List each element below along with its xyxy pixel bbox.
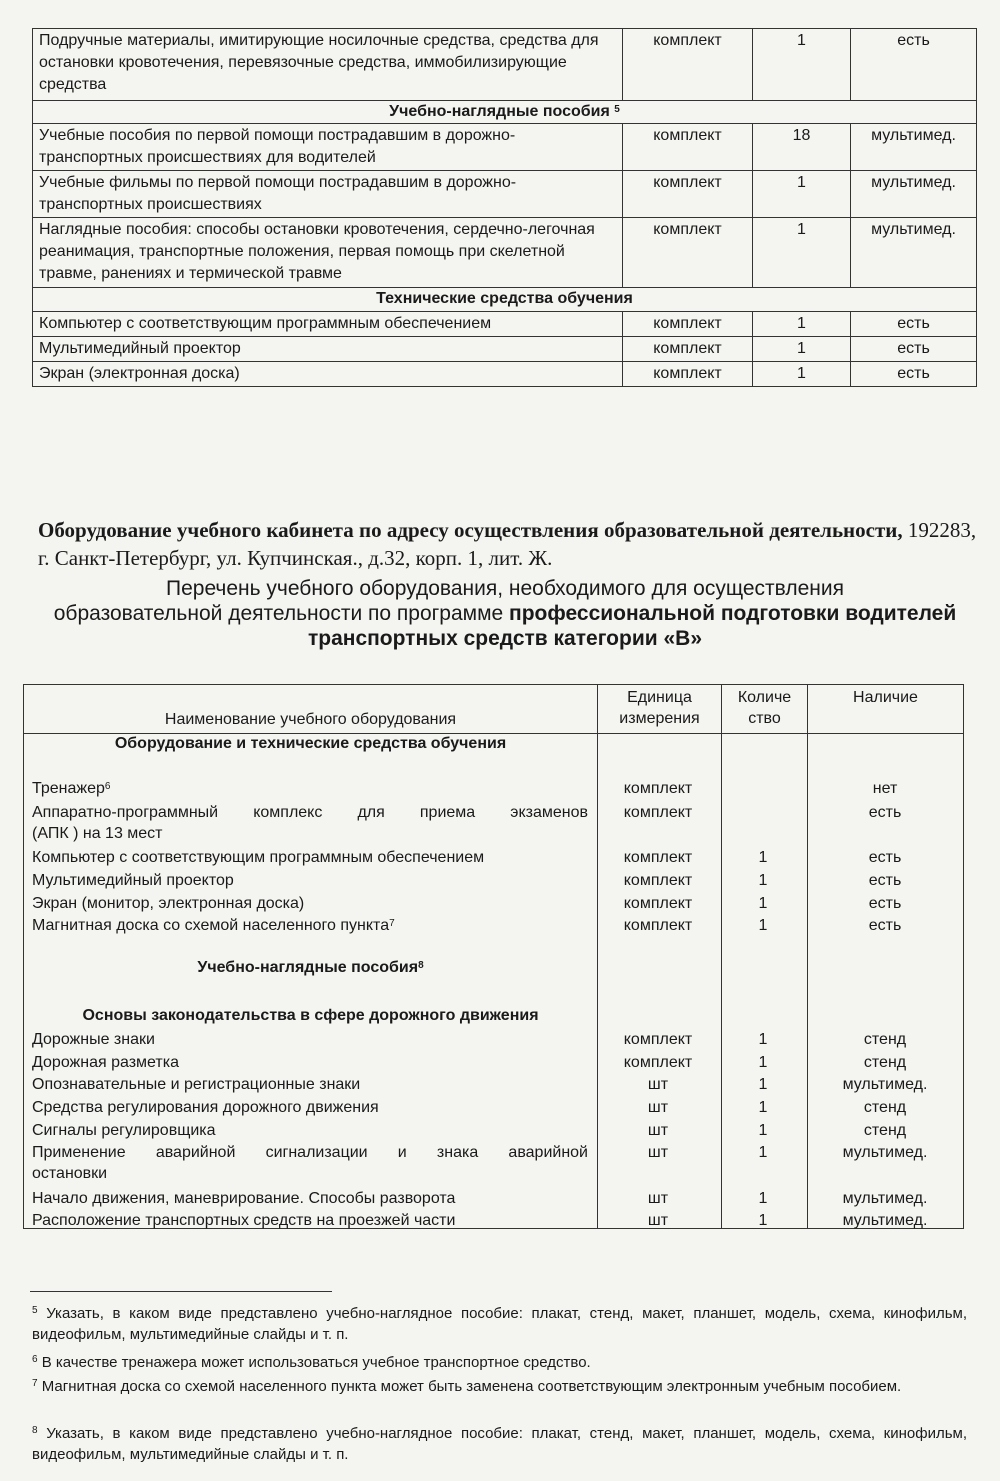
item-unit: комплект (623, 1031, 693, 1048)
item-unit: комплект (623, 849, 693, 866)
table-row (33, 362, 977, 387)
item-qty: 1 (758, 1054, 768, 1071)
item-unit: комплект (623, 804, 693, 821)
item-unit: комплект (623, 917, 693, 934)
item-qty: 1 (758, 1190, 768, 1207)
item-unit: комплект (623, 1054, 693, 1071)
item-unit: шт (647, 1212, 669, 1229)
item-unit: комплект (623, 171, 753, 218)
cabinet-heading-bold: Оборудование учебного кабинета по адресу осуществления образовательной деятельности, (38, 518, 903, 542)
item-availability: стенд (863, 1122, 907, 1139)
section-row (33, 288, 977, 312)
item-name: Опознавательные и регистрационные знаки (32, 1076, 361, 1093)
item-availability: есть (868, 849, 902, 866)
item-availability: мультимед. (851, 124, 977, 171)
column-header-name: Наименование учебного оборудования (164, 711, 457, 728)
item-name: Экран (монитор, электронная доска) (32, 895, 305, 912)
cabinet-address: 192283, г. Санкт-Петербург, ул. Купчинская., д.32, корп. 1, лит. Ж. (38, 518, 977, 570)
item-availability: мультимед. (842, 1076, 928, 1093)
section-title: Учебно-наглядные пособия$^8$ (197, 959, 424, 976)
item-availability: стенд (863, 1099, 907, 1116)
item-qty: 1 (753, 29, 851, 101)
item-qty: 1 (758, 1122, 768, 1139)
table-row (33, 312, 977, 337)
section-title: Технические средства обучения (33, 288, 977, 312)
item-unit: комплект (623, 872, 693, 889)
item-qty: 1 (753, 362, 851, 387)
item-availability: мультимед. (851, 171, 977, 218)
item-qty: 1 (753, 312, 851, 337)
item-availability: есть (868, 872, 902, 889)
item-unit: шт (647, 1144, 669, 1161)
item-qty: 1 (753, 218, 851, 288)
item-availability: есть (851, 29, 977, 101)
item-name: Компьютер с соответствующим программным обеспечением (32, 849, 485, 866)
item-qty: 1 (753, 171, 851, 218)
item-name: Учебные пособия по первой помощи пострадавшим в дорожно-транспортных происшествиях для водителей (33, 124, 623, 171)
footnote: $^7$ Магнитная доска со схемой населенного пункта может быть заменена соответствующим электронным учебным пособием. (32, 1378, 902, 1395)
item-unit: комплект (623, 29, 753, 101)
footnote: $^5$ Указать, в каком виде представлено учебно-наглядное пособие: плакат, стенд, макет, планшет, модель, схема, кинофильм, видеофильм, мультимедийные слайды и т. п. (32, 1305, 967, 1343)
item-name: Начало движения, маневрирование. Способы разворота (32, 1190, 456, 1207)
item-name: Учебные фильмы по первой помощи пострадавшим в дорожно-транспортных происшествиях (33, 171, 623, 218)
footnote-ref: 8 (418, 960, 424, 971)
section-row (33, 101, 977, 124)
table-row (33, 171, 977, 218)
item-unit: шт (647, 1099, 669, 1116)
item-name: Мультимедийный проектор (33, 337, 623, 362)
intro-line: транспортных средств категории «В» (307, 627, 703, 650)
item-unit: комплект (623, 895, 693, 912)
item-name: Подручные материалы, имитирующие носилочные средства, средства для остановки кровотечения, перевязочные средства, иммобилизирующие средства (33, 29, 623, 101)
item-name: Аппаратно-программный комплекс для приема экзаменов (АПК ) на 13 мест (32, 804, 588, 842)
item-qty: 1 (758, 1212, 768, 1229)
item-qty: 1 (758, 872, 768, 889)
footnote-ref: 6 (104, 781, 111, 792)
item-qty: 1 (758, 917, 768, 934)
item-name: Мультимедийный проектор (32, 872, 234, 889)
footnote-ref: 7 (389, 918, 395, 929)
cabinet-heading (38, 516, 978, 572)
footnote: $^8$ Указать, в каком виде представлено учебно-наглядное пособие: плакат, стенд, макет, планшет, модель, схема, кинофильм, видеофильм, мультимедийные слайды и т. п. (32, 1425, 967, 1463)
footnote: $^6$ В качестве тренажера может использоваться учебное транспортное средство. (32, 1354, 591, 1371)
item-qty: 1 (758, 1076, 768, 1093)
column-header-qty: Количе ство (737, 689, 792, 727)
intro-line: образовательной деятельности по программе профессиональной подготовки водителей (53, 602, 957, 625)
section-title: Оборудование и технические средства обучения (114, 735, 507, 752)
item-availability: мультимед. (842, 1190, 928, 1207)
item-availability: есть (851, 312, 977, 337)
item-name: Дорожная разметка (32, 1054, 179, 1071)
item-availability: мультимед. (842, 1212, 928, 1229)
item-qty: 18 (753, 124, 851, 171)
item-name: Сигналы регулировщика (32, 1122, 216, 1139)
item-unit: комплект (623, 124, 753, 171)
item-qty: 1 (758, 849, 768, 866)
equipment-list-intro (30, 576, 980, 651)
cabinet-equipment-table (23, 684, 964, 1229)
item-availability: мультимед. (842, 1144, 928, 1161)
table-row (33, 29, 977, 101)
column-header-availability: Наличие (853, 689, 918, 706)
table-row (33, 124, 977, 171)
table-row (33, 218, 977, 288)
item-unit: комплект (623, 218, 753, 288)
item-name: Средства регулирования дорожного движения (32, 1099, 379, 1116)
item-unit: комплект (623, 780, 693, 797)
item-availability: есть (851, 337, 977, 362)
item-name: Расположение транспортных средств на проезжей части (32, 1212, 456, 1229)
section-title: Учебно-наглядные пособия $^5$ (33, 101, 977, 124)
item-name: Компьютер с соответствующим программным обеспечением (33, 312, 623, 337)
item-qty: 1 (758, 1099, 768, 1116)
item-availability: есть (868, 895, 902, 912)
item-name: Дорожные знаки (32, 1031, 155, 1048)
item-name: Магнитная доска со схемой населенного пункта$^7$ (32, 917, 395, 934)
header-divider (24, 733, 963, 734)
top-equipment-table (32, 28, 977, 387)
item-name: Экран (электронная доска) (33, 362, 623, 387)
item-availability: стенд (863, 1031, 907, 1048)
item-availability: нет (872, 780, 898, 797)
section-title: Основы законодательства в сфере дорожного движения (82, 1007, 539, 1024)
item-unit: комплект (623, 337, 753, 362)
footnote-separator (30, 1291, 332, 1292)
item-availability: есть (868, 917, 902, 934)
column-header-unit: Единица измерения (619, 689, 700, 727)
item-name: Тренажер$^6$ (32, 780, 111, 797)
footnote-ref: 5 (614, 104, 620, 115)
item-qty: 1 (758, 1144, 768, 1161)
item-name: Применение аварийной сигнализации и знака аварийной остановки (32, 1144, 588, 1182)
item-name: Наглядные пособия: способы остановки кровотечения, сердечно-легочная реанимация, транспортные положения, первая помощь при скелетной травме, ранениях и термической травме (33, 218, 623, 288)
item-qty: 1 (758, 895, 768, 912)
item-unit: шт (647, 1122, 669, 1139)
item-unit: шт (647, 1076, 669, 1093)
item-availability: есть (851, 362, 977, 387)
item-availability: есть (868, 804, 902, 821)
table-row (33, 337, 977, 362)
intro-line: Перечень учебного оборудования, необходимого для осуществления (166, 577, 844, 600)
item-unit: комплект (623, 312, 753, 337)
item-qty: 1 (758, 1031, 768, 1048)
item-qty: 1 (753, 337, 851, 362)
item-availability: стенд (863, 1054, 907, 1071)
item-unit: шт (647, 1190, 669, 1207)
item-unit: комплект (623, 362, 753, 387)
item-availability: мультимед. (851, 218, 977, 288)
